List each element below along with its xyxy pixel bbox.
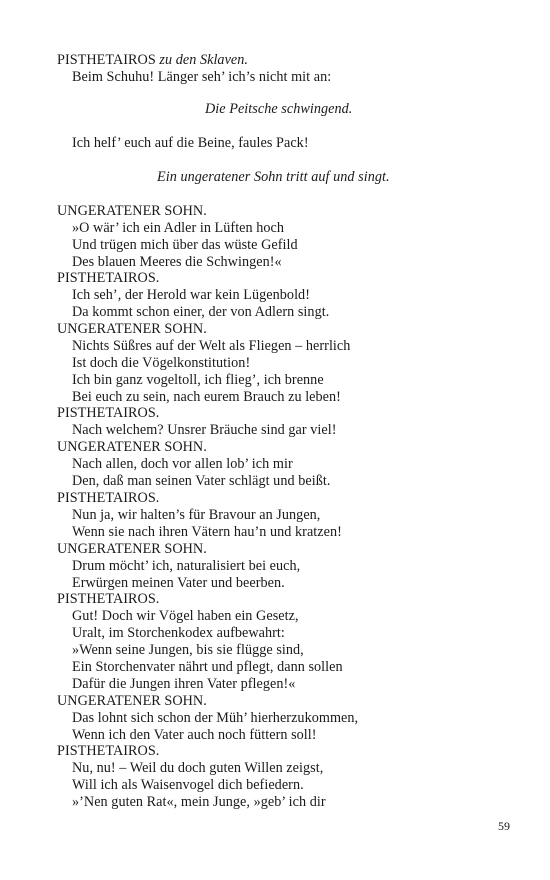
- verse-line: Dafür die Jungen ihren Vater pflegen!«: [72, 676, 296, 692]
- verse-line: Nach allen, doch vor allen lob’ ich mir: [72, 456, 293, 472]
- verse-line: Ein Storchenvater nährt und pflegt, dann sollen: [72, 659, 343, 675]
- verse-line: Drum möcht’ ich, naturalisiert bei euch,: [72, 558, 301, 574]
- verse-line: Des blauen Meeres die Schwingen!«: [72, 254, 282, 270]
- speaker-name: UNGERATENER SOHN.: [57, 693, 207, 709]
- verse-line: Nu, nu! – Weil du doch guten Willen zeigst,: [72, 760, 324, 776]
- verse-line: Erwürgen meinen Vater und beerben.: [72, 575, 285, 591]
- speaker-name: UNGERATENER SOHN.: [57, 321, 207, 337]
- speaker-name: UNGERATENER SOHN.: [57, 203, 207, 219]
- speaker-name: UNGERATENER SOHN.: [57, 439, 207, 455]
- verse-line: Das lohnt sich schon der Müh’ hierherzukommen,: [72, 710, 359, 726]
- speaker-name: PISTHETAIROS.: [57, 490, 160, 506]
- verse-line: Nichts Süßres auf der Welt als Fliegen – herrlich: [72, 338, 351, 354]
- speaker-name: PISTHETAIROS.: [57, 743, 160, 759]
- speaker-line: [57, 52, 248, 69]
- verse-line: Gut! Doch wir Vögel haben ein Gesetz,: [72, 608, 299, 624]
- verse-line: Ich bin ganz vogeltoll, ich flieg’, ich brenne: [72, 372, 324, 388]
- stage-direction-inline: zu den Sklaven.: [159, 52, 249, 68]
- verse-line: »Wenn seine Jungen, bis sie flügge sind,: [72, 642, 304, 658]
- verse-line: Ich helf’ euch auf die Beine, faules Pack!: [72, 135, 309, 151]
- verse-line: Den, daß man seinen Vater schlägt und beißt.: [72, 473, 331, 489]
- verse-line: Uralt, im Storchenkodex aufbewahrt:: [72, 625, 285, 641]
- verse-line: »’Nen guten Rat«, mein Junge, »geb’ ich dir: [72, 794, 326, 810]
- verse-line: Wenn sie nach ihren Vätern hau’n und kratzen!: [72, 524, 342, 540]
- page-number: 59: [498, 819, 510, 833]
- speaker-name: PISTHETAIROS.: [57, 591, 160, 607]
- verse-line: Beim Schuhu! Länger seh’ ich’s nicht mit an:: [72, 69, 332, 85]
- speaker-name: PISTHETAIROS.: [57, 405, 160, 421]
- verse-line: Ich seh’, der Herold war kein Lügenbold!: [72, 287, 310, 303]
- speaker-name: PISTHETAIROS: [57, 52, 156, 68]
- verse-line: Da kommt schon einer, der von Adlern singt.: [72, 304, 330, 320]
- verse-line: Wenn ich den Vater auch noch füttern soll!: [72, 727, 317, 743]
- verse-line: Und trügen mich über das wüste Gefild: [72, 237, 298, 253]
- speaker-name: UNGERATENER SOHN.: [57, 541, 207, 557]
- verse-line: Nach welchem? Unsrer Bräuche sind gar viel!: [72, 422, 337, 438]
- verse-line: »O wär’ ich ein Adler in Lüften hoch: [72, 220, 285, 236]
- verse-line: Ist doch die Vögelkonstitution!: [72, 355, 251, 371]
- speaker-name: PISTHETAIROS.: [57, 270, 160, 286]
- verse-line: Will ich als Waisenvogel dich befiedern.: [72, 777, 304, 793]
- stage-direction: Die Peitsche schwingend.: [205, 101, 353, 117]
- verse-line: Nun ja, wir halten’s für Bravour an Jungen,: [72, 507, 321, 523]
- verse-line: Bei euch zu sein, nach eurem Brauch zu leben!: [72, 389, 341, 405]
- stage-direction: Ein ungeratener Sohn tritt auf und singt.: [157, 169, 390, 185]
